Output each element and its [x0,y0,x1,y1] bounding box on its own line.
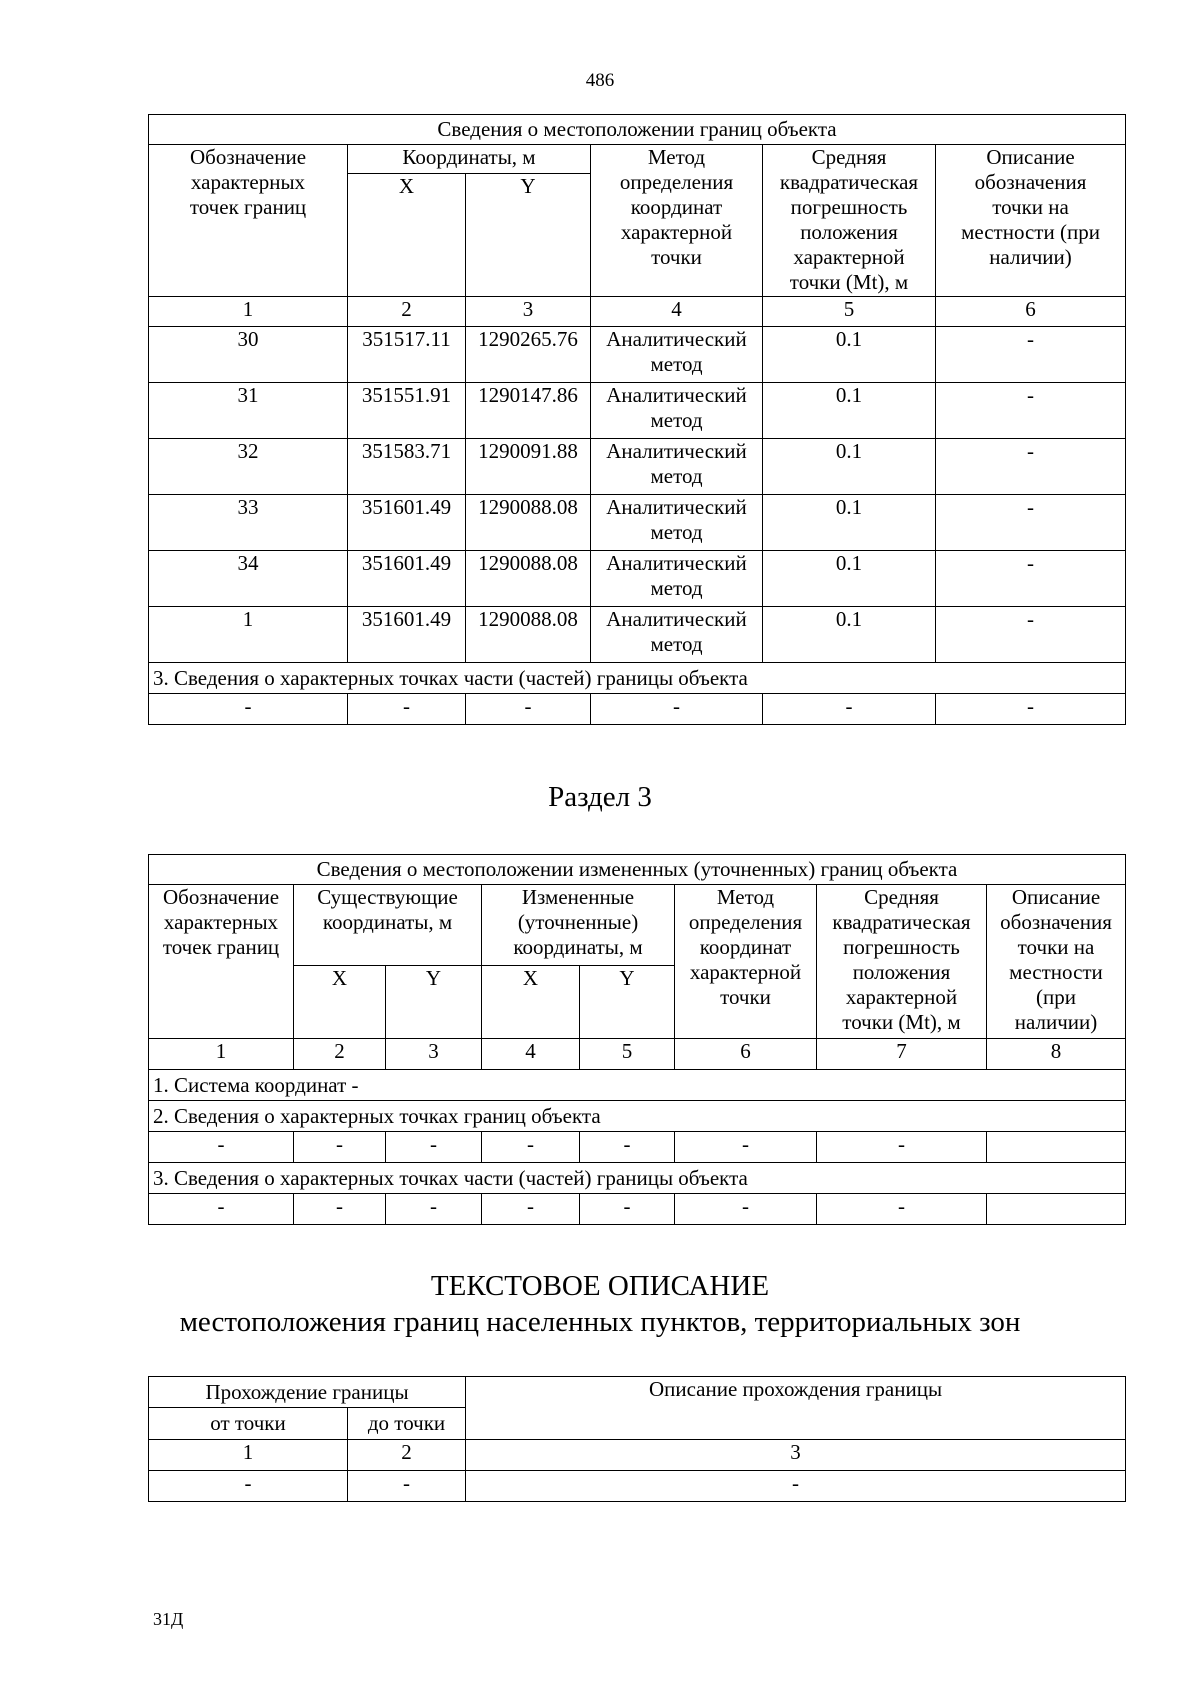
cell-y: 1290088.08 [466,495,591,551]
table-row [149,383,1126,439]
table-title: Сведения о местоположении границ объекта [149,115,1126,145]
table-row [149,694,1126,725]
cell-x: 351601.49 [348,551,466,607]
boundary-location-table [148,114,1126,725]
table-row [149,1132,1126,1163]
cell-method: Аналитический метод [591,495,763,551]
empty-cell: - [294,1132,386,1163]
empty-cell: - [466,694,591,725]
table-row [149,551,1126,607]
table-row [149,439,1126,495]
cell-desc: - [936,607,1126,663]
header-x: X [482,966,580,1039]
cell-y: 1290088.08 [466,551,591,607]
column-number: 6 [675,1039,817,1070]
cell-desc: - [936,551,1126,607]
header-existing-coordinates: Существующие координаты, м [294,885,482,966]
cell-desc: - [936,439,1126,495]
empty-cell: - [675,1132,817,1163]
header-point-designation: Обозначение характерных точек границ [149,885,294,1039]
empty-cell: - [482,1194,580,1225]
empty-cell: - [348,1471,466,1502]
cell-y: 1290265.76 [466,327,591,383]
table-row [149,607,1126,663]
empty-cell: - [386,1132,482,1163]
cell-method: Аналитический метод [591,607,763,663]
column-number: 5 [580,1039,675,1070]
empty-cell: - [591,694,763,725]
empty-cell: - [386,1194,482,1225]
cell-point: 30 [149,327,348,383]
header-passage-description: Описание прохождения границы [466,1377,1126,1440]
cell-y: 1290088.08 [466,607,591,663]
cell-point: 33 [149,495,348,551]
header-point-designation: Обозначение характерных точек границ [149,145,348,297]
table-row [149,1194,1126,1225]
column-number: 2 [348,1440,466,1471]
column-number: 3 [386,1039,482,1070]
empty-cell [987,1132,1126,1163]
header-x: X [294,966,386,1039]
cell-y: 1290147.86 [466,383,591,439]
document-code: 31Д [153,1609,184,1629]
column-number: 5 [763,297,936,327]
cell-error: 0.1 [763,495,936,551]
header-boundary-passage: Прохождение границы [149,1377,466,1408]
header-coordinates: Координаты, м [348,145,591,174]
empty-cell: - [149,694,348,725]
header-mean-error: Средняя квадратическая погрешность положения характерной точки (Mt), м [763,145,936,297]
empty-cell: - [482,1132,580,1163]
column-number: 4 [591,297,763,327]
cell-x: 351517.11 [348,327,466,383]
table-title: Сведения о местоположении измененных (уточненных) границ объекта [149,855,1126,885]
header-description: Описание обозначения точки на местности (при наличии) [987,885,1126,1039]
header-from-point: от точки [149,1408,348,1440]
cell-point: 34 [149,551,348,607]
cell-method: Аналитический метод [591,327,763,383]
cell-desc: - [936,495,1126,551]
cell-method: Аналитический метод [591,551,763,607]
cell-error: 0.1 [763,327,936,383]
cell-point: 31 [149,383,348,439]
subsection-heading: 3. Сведения о характерных точках части (частей) границы объекта [149,663,1126,694]
column-number: 1 [149,1039,294,1070]
table-row [149,327,1126,383]
boundary-passage-table [148,1376,1126,1502]
cell-x: 351551.91 [348,383,466,439]
cell-method: Аналитический метод [591,383,763,439]
subsection-heading: 2. Сведения о характерных точках границ объекта [149,1101,1126,1132]
column-number: 2 [348,297,466,327]
cell-desc: - [936,383,1126,439]
cell-point: 32 [149,439,348,495]
empty-cell: - [580,1194,675,1225]
empty-cell: - [675,1194,817,1225]
empty-cell: - [763,694,936,725]
column-number: 7 [817,1039,987,1070]
header-changed-coordinates: Измененные (уточненные) координаты, м [482,885,675,966]
header-method: Метод определения координат характерной точки [591,145,763,297]
column-number: 8 [987,1039,1126,1070]
empty-cell [987,1194,1126,1225]
subsection-heading: 3. Сведения о характерных точках части (частей) границы объекта [149,1163,1126,1194]
column-number: 1 [149,297,348,327]
cell-point: 1 [149,607,348,663]
header-mean-error: Средняя квадратическая погрешность положения характерной точки (Mt), м [817,885,987,1039]
empty-cell: - [817,1194,987,1225]
empty-cell: - [348,694,466,725]
header-description: Описание обозначения точки на местности (при наличии) [936,145,1126,297]
table-row [149,495,1126,551]
column-number: 3 [466,1440,1126,1471]
cell-error: 0.1 [763,383,936,439]
column-number: 4 [482,1039,580,1070]
header-method: Метод определения координат характерной точки [675,885,817,1039]
empty-cell: - [149,1471,348,1502]
empty-cell: - [466,1471,1126,1502]
cell-x: 351601.49 [348,495,466,551]
header-y: Y [386,966,482,1039]
cell-error: 0.1 [763,439,936,495]
cell-error: 0.1 [763,607,936,663]
cell-error: 0.1 [763,551,936,607]
text-description-title: ТЕКСТОВОЕ ОПИСАНИЕ [430,1270,770,1302]
column-number: 1 [149,1440,348,1471]
header-y: Y [466,174,591,297]
empty-cell: - [817,1132,987,1163]
header-x: X [348,174,466,297]
cell-method: Аналитический метод [591,439,763,495]
section-title: Раздел 3 [548,781,652,813]
empty-cell: - [580,1132,675,1163]
cell-x: 351601.49 [348,607,466,663]
column-number: 3 [466,297,591,327]
cell-desc: - [936,327,1126,383]
cell-x: 351583.71 [348,439,466,495]
page-number: 486 [585,70,615,91]
empty-cell: - [149,1194,294,1225]
header-y: Y [580,966,675,1039]
table-row [149,1471,1126,1502]
empty-cell: - [149,1132,294,1163]
subsection-heading: 1. Система координат - [149,1070,1126,1101]
empty-cell: - [936,694,1126,725]
column-number: 2 [294,1039,386,1070]
changed-boundary-table [148,854,1126,1225]
empty-cell: - [294,1194,386,1225]
cell-y: 1290091.88 [466,439,591,495]
header-to-point: до точки [348,1408,466,1440]
column-number: 6 [936,297,1126,327]
text-description-subtitle: местоположения границ населенных пунктов, территориальных зон [179,1306,1021,1338]
